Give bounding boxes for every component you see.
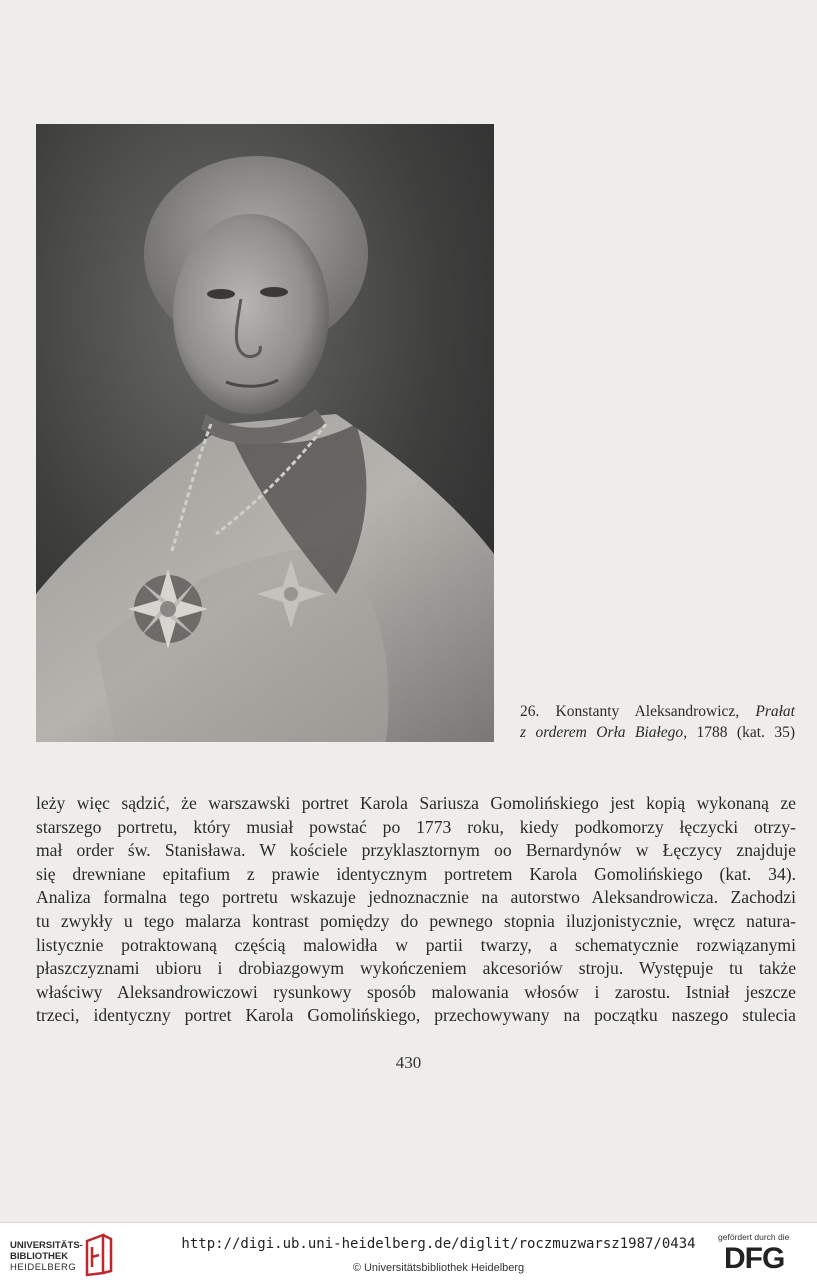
body-line: Analiza formalna tego portretu wskazuje jednoznacznie na autorstwo Aleksandrowicza. Zachodzi <box>36 887 796 908</box>
caption-line-1 <box>520 701 795 722</box>
portrait-illustration <box>36 124 494 742</box>
funding-note: gefördert durch die <box>718 1232 790 1242</box>
body-paragraph <box>36 792 796 1028</box>
page-number: 430 <box>395 1053 422 1072</box>
body-line: mał order św. Stanisława. W kościele przyklasztornym oo Bernardynów w Łęczycy znajduje <box>36 840 796 861</box>
copyright-notice: © Universitätsbibliothek Heidelberg <box>352 1262 525 1274</box>
body-line: płaszczyznami ubioru i drobiazgowym wykończeniem akcesoriów stroju. Występuje tu także <box>36 958 796 979</box>
viewer-footer <box>0 1222 817 1284</box>
portrait-image <box>36 124 494 742</box>
caption-title-part-2: z orderem Orła Białego <box>520 724 684 741</box>
library-name-line-1: UNIVERSITÄTS- <box>10 1240 83 1251</box>
body-line: trzeci, identyczny portret Karola Gomolińskiego, przechowywany na początku naszego stulecia <box>36 1005 796 1026</box>
caption-author: 26. Konstanty Aleksandrowicz, <box>520 703 756 720</box>
figure-caption <box>520 701 795 743</box>
body-line: starszego portretu, który musiał powstać po 1773 roku, kiedy podkomorzy łęczycki otrzy- <box>36 816 796 837</box>
caption-line-2 <box>520 722 795 743</box>
body-line: właściwy Aleksandrowiczowi rysunkowy sposób malowania włosów i zarostu. Istniał jeszcze <box>36 981 796 1002</box>
library-name-line-3: HEIDELBERG <box>10 1262 77 1273</box>
order-star-left <box>128 569 208 649</box>
caption-title-part-1: Prałat <box>755 703 795 720</box>
dfg-logo[interactable]: DFG <box>724 1242 785 1275</box>
body-line: tu zwykły u tego malarza kontrast pomiędzy do pewnego stopnia iluzjonistycznie, wręcz natura- <box>36 910 796 931</box>
body-line: się drewniane epitafium z prawie identycznym portretem Karola Gomolińskiego (kat. 34). <box>36 863 796 884</box>
caption-date-catalog: , 1788 (kat. 35) <box>683 724 795 741</box>
library-name-line-2: BIBLIOTHEK <box>10 1251 69 1262</box>
body-line: listycznie potraktowaną częścią malowidła w partii twarzy, a schematycznie rozwiązanymi <box>36 934 796 955</box>
body-line: leży więc sądzić, że warszawski portret Karola Sariusza Gomolińskiego jest kopią wykonaną ze <box>36 793 796 813</box>
permalink-url[interactable]: http://digi.ub.uni-heidelberg.de/diglit/roczmuzwarsz1987/0434 <box>181 1236 696 1252</box>
